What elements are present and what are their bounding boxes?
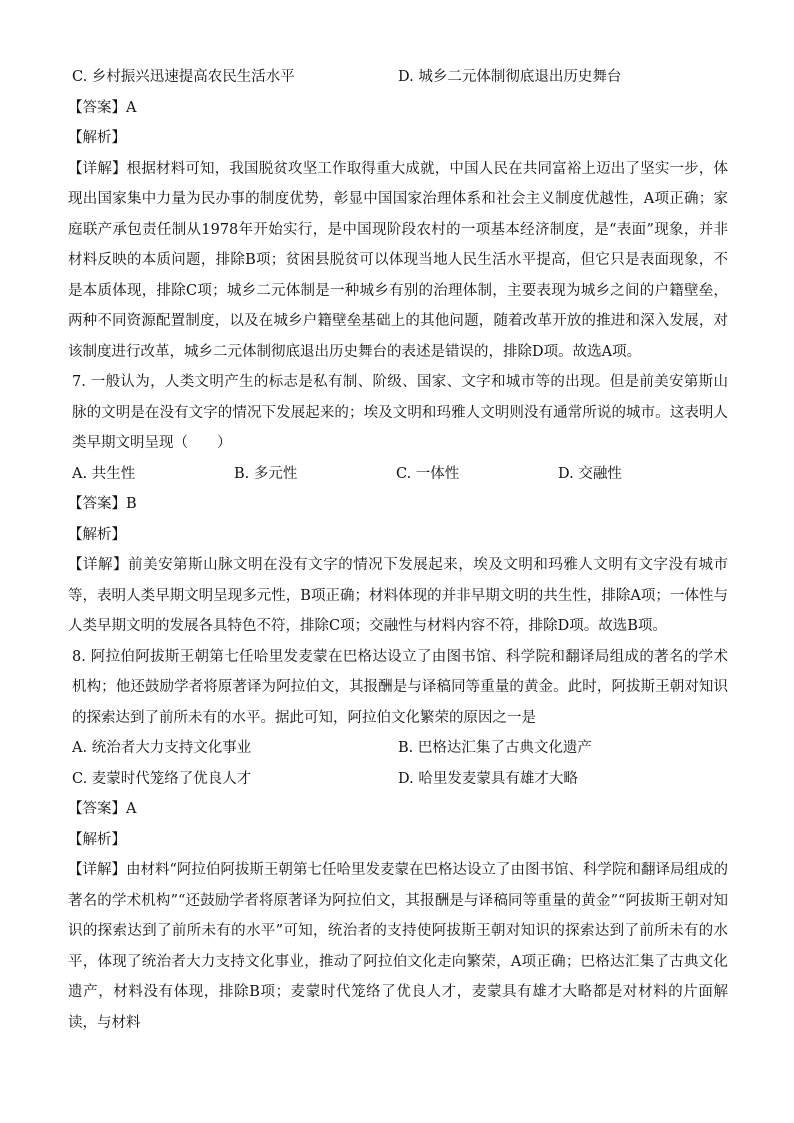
q7-analysis-heading: 【解析】 <box>68 526 126 543</box>
q8-option-d: D. 哈里发麦蒙具有雄才大略 <box>398 770 578 787</box>
q8-options-cd <box>72 764 728 795</box>
q7-stem: 7. 一般认为，人类文明产生的标志是私有制、阶级、国家、文字和城市等的出现。但是前美安第斯山脉的文明是在没有文字的情况下发展起来的；埃及文明和玛雅人文明则没有通常所说的城市。这表明人类早期文明呈现（ ） <box>72 374 728 451</box>
q8-option-c: C. 麦蒙时代笼络了优良人才 <box>72 770 252 787</box>
q6-option-c: C. 乡村振兴迅速提高农民生活水平 <box>72 69 295 85</box>
exam-page <box>68 62 728 1038</box>
q8-option-b: B. 巴格达汇集了古典文化遗产 <box>398 740 592 756</box>
q7-option-b: B. 多元性 <box>234 465 298 482</box>
q6-analysis-heading: 【解析】 <box>68 130 126 146</box>
q7-options <box>72 459 728 490</box>
q7-option-a: A. 共生性 <box>72 465 136 482</box>
q6-options-cd <box>72 62 728 93</box>
q7-answer: 【答案】B <box>68 496 137 512</box>
q8-stem: 8. 阿拉伯阿拔斯王朝第七任哈里发麦蒙在巴格达设立了由图书馆、科学院和翻译局组成的著名的学术机构；他还鼓励学者将原著译为阿拉伯文，其报酬是与译稿同等重量的黄金。此时，阿拔斯王朝对知识的探索达到了前所未有的水平。据此可知，阿拉伯文化繁荣的原因之一是 <box>72 648 728 726</box>
q6-detail: 【详解】根据材料可知，我国脱贫攻坚工作取得重大成就，中国人民在共同富裕上迈出了坚实一步，体现出国家集中力量为民办事的制度优势，彰显中国国家治理体系和社会主义制度优越性，A项正确；家庭联产承包责任制从1978年开始实行，是中国现阶段农村的一项基本经济制度，是“表面”现象，并非材料反映的本质问题，排除B项；贫困县脱贫可以体现当地人民生活水平提高，但它只是表面现象，不是本质体现，排除C项；城乡二元体制是一种城乡有别的治理体制，主要表现为城乡之间的户籍壁垒，两种不同资源配置制度，以及在城乡户籍壁垒基础上的其他问题，随着改革开放的推进和深入发展，对该制度进行改革，城乡二元体制彻底退出历史舞台的表述是错误的，排除D项。故选A项。 <box>68 160 728 360</box>
q8-analysis-heading: 【解析】 <box>68 831 126 848</box>
q8-options-ab <box>72 733 728 764</box>
q8-answer: 【答案】A <box>68 801 137 817</box>
q7-option-c: C. 一体性 <box>396 465 460 482</box>
q8-detail: 【详解】由材料“阿拉伯阿拔斯王朝第七任哈里发麦蒙在巴格达设立了由图书馆、科学院和翻译局组成的著名的学术机构”“还鼓励学者将原著译为阿拉伯文，其报酬是与译稿同等重量的黄金”“阿拔斯王朝对知识的探索达到了前所未有的水平”可知，统治者的支持使阿拔斯王朝对知识的探索达到了前所未有的水平，体现了统治者大力支持文化事业，推动了阿拉伯文化走向繁荣，A项正确；巴格达汇集了古典文化遗产，材料没有体现，排除B项；麦蒙时代笼络了优良人才，麦蒙具有雄才大略都是对材料的片面解读，与材料 <box>68 862 728 1031</box>
q8-option-a: A. 统治者大力支持文化事业 <box>72 740 252 756</box>
q6-option-d: D. 城乡二元体制彻底退出历史舞台 <box>398 69 622 85</box>
q6-answer: 【答案】A <box>68 99 137 116</box>
q7-detail: 【详解】前美安第斯山脉文明在没有文字的情况下发展起来，埃及文明和玛雅人文明有文字没有城市等，表明人类早期文明呈现多元性，B项正确；材料体现的并非早期文明的共生性，排除A项；一体性与人类早期文明的发展各具特色不符，排除C项；交融性与材料内容不符，排除D项。故选B项。 <box>68 557 728 634</box>
q7-option-d: D. 交融性 <box>558 465 622 482</box>
